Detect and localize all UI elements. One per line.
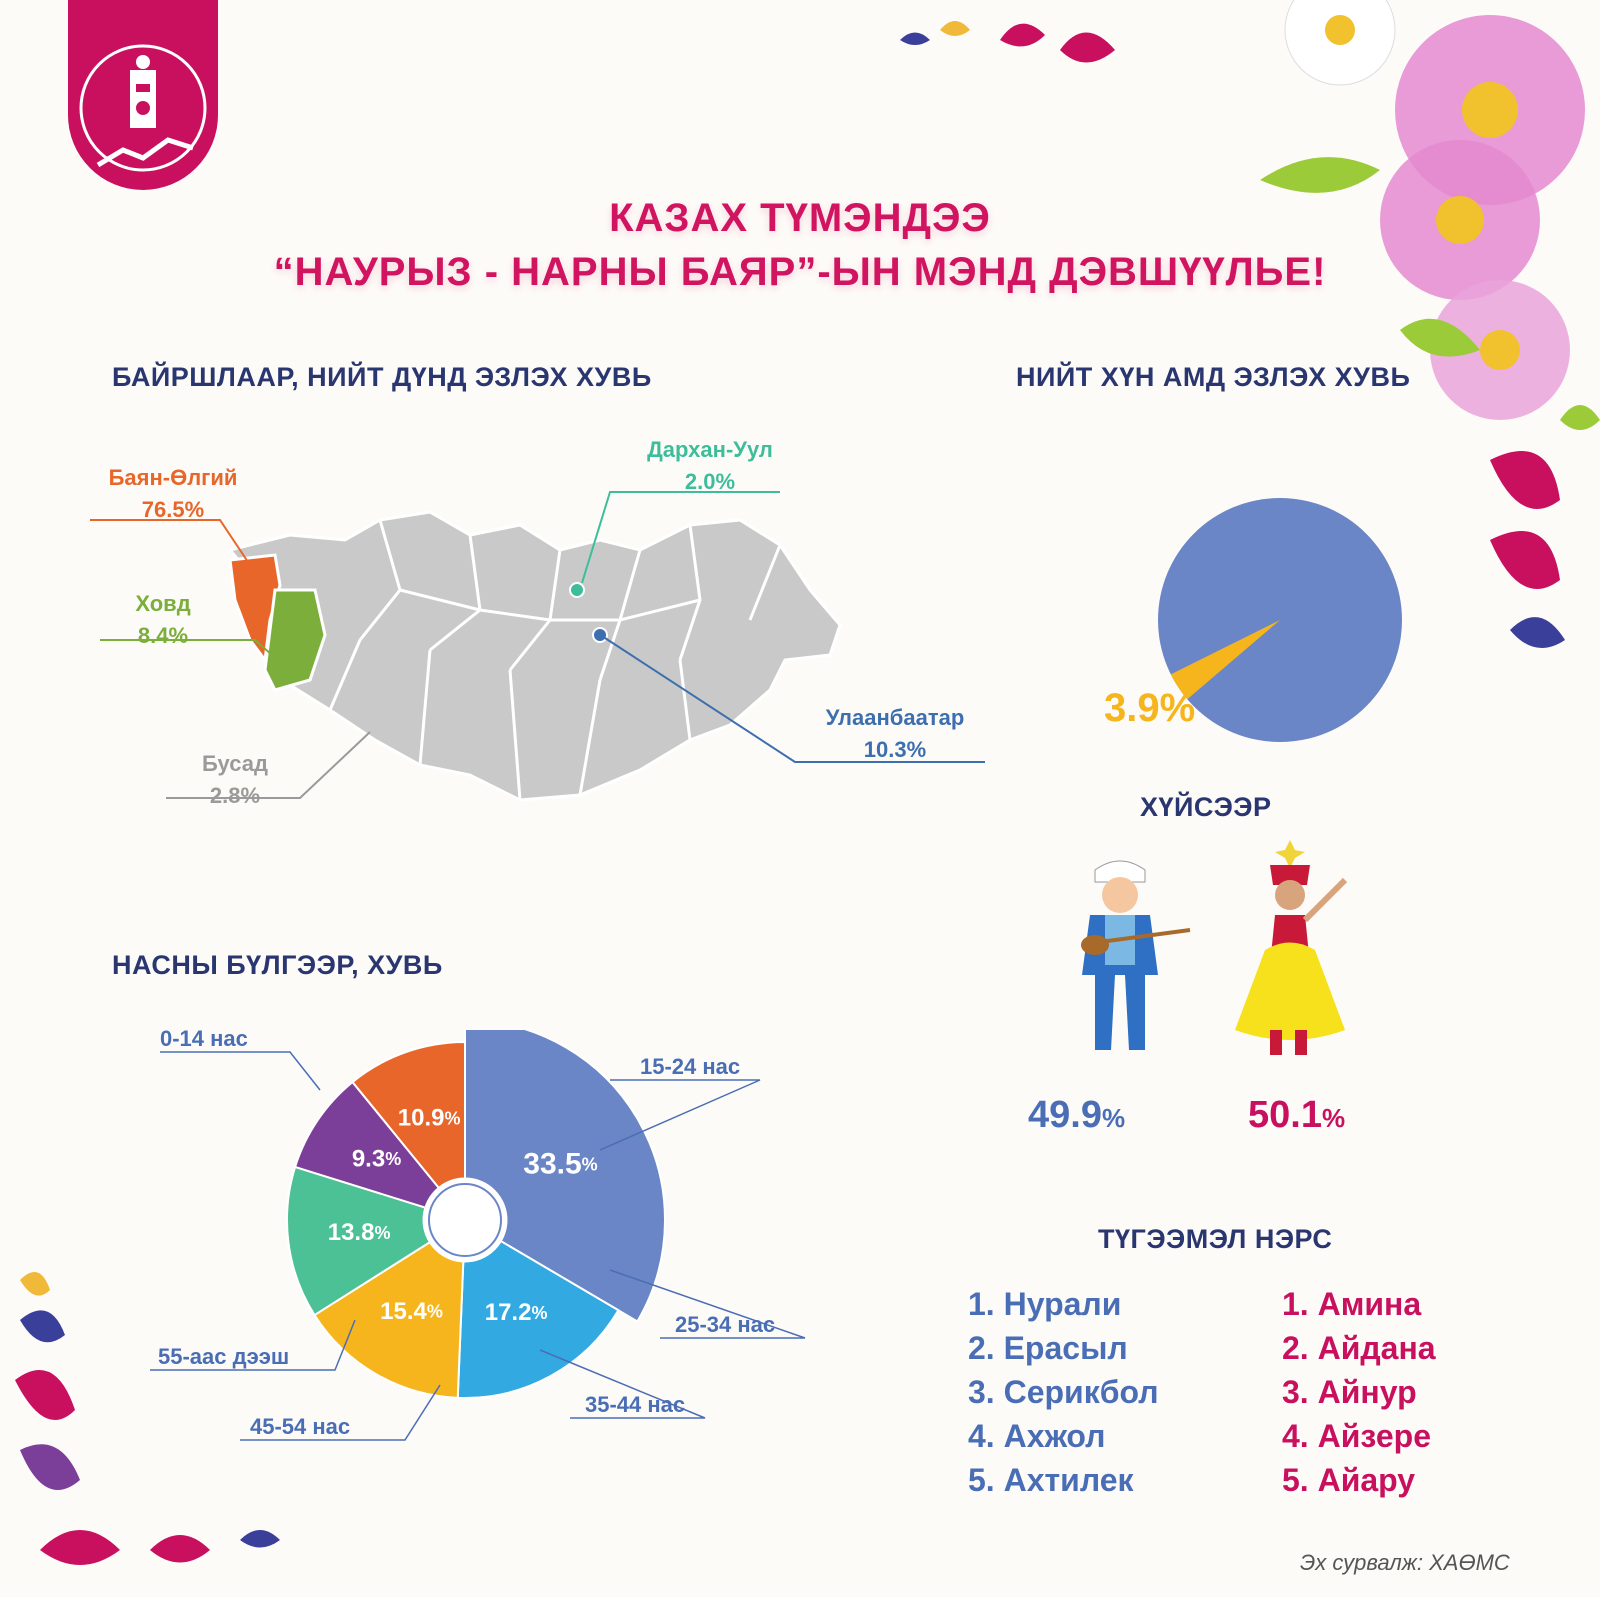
label-ulaanbaatar — [800, 702, 990, 766]
female-percent — [1248, 1094, 1345, 1137]
female-name-item: 3. Айнур — [1282, 1374, 1417, 1410]
kazakh-boy-icon — [1050, 850, 1200, 1060]
female-name-item: 5. Айару — [1282, 1462, 1416, 1498]
gender-title: ХҮЙСЭЭР — [1140, 792, 1272, 822]
population-share-title: НИЙТ ХҮН АМД ЭЗЛЭХ ХУВЬ — [1016, 362, 1411, 392]
male-name-item: 2. Ерасыл — [968, 1330, 1128, 1366]
female-percent-value: 50.1 — [1248, 1094, 1322, 1136]
ornament-top-icon — [900, 21, 1115, 63]
label-bayan-olgii — [88, 462, 258, 526]
age-slice-label: 33.5% — [523, 1147, 598, 1181]
label-darkhan-uul-value: 2.0% — [684, 469, 736, 494]
male-name-item: 4. Ахжол — [968, 1418, 1106, 1454]
label-ulaanbaatar-value: 10.3% — [863, 737, 927, 762]
male-names-list — [968, 1282, 1159, 1502]
label-khovd — [98, 588, 228, 652]
label-other-name: Бусад — [202, 751, 268, 776]
map-region-darkhan-uul — [570, 583, 584, 597]
age-category-label: 35-44 нас — [585, 1391, 686, 1417]
male-percent — [1028, 1094, 1125, 1137]
age-category-label: 25-34 нас — [675, 1311, 776, 1337]
soyombo-logo-icon — [68, 0, 218, 190]
female-names-list — [1282, 1282, 1436, 1502]
male-name-item: 3. Серикбол — [968, 1374, 1159, 1410]
label-darkhan-uul-name: Дархан-Уул — [647, 437, 773, 462]
label-khovd-value: 8.4% — [137, 623, 189, 648]
age-category-label: 0-14 нас — [160, 1030, 248, 1051]
age-category-label: 15-24 нас — [640, 1053, 741, 1079]
male-name-item: 5. Ахтилек — [968, 1462, 1134, 1498]
map-other-regions — [230, 512, 840, 800]
age-pie-chart — [140, 1030, 840, 1490]
ornament-right-icon — [1490, 451, 1565, 648]
female-name-item: 2. Айдана — [1282, 1330, 1436, 1366]
names-title: ТҮГЭЭМЭЛ НЭРС — [1098, 1224, 1333, 1254]
age-slice-label: 15.4% — [380, 1297, 443, 1325]
logo-badge — [68, 0, 218, 190]
map-section-title: БАЙРШЛААР, НИЙТ ДҮНД ЭЗЛЭХ ХУВЬ — [112, 362, 652, 392]
label-bayan-olgii-value: 76.5% — [141, 497, 205, 522]
label-khovd-name: Ховд — [135, 591, 191, 616]
label-ulaanbaatar-name: Улаанбаатар — [825, 705, 965, 730]
label-darkhan-uul — [615, 434, 805, 498]
female-name-item: 1. Амина — [1282, 1286, 1422, 1322]
age-slice-label: 10.9% — [397, 1104, 461, 1132]
age-slice-label: 13.8% — [327, 1219, 391, 1247]
kazakh-girl-icon — [1235, 840, 1375, 1065]
age-slice-label: 17.2% — [484, 1299, 548, 1327]
male-name-item: 1. Нурали — [968, 1286, 1122, 1322]
age-category-label: 55-аас дээш — [158, 1343, 290, 1369]
male-percent-value: 49.9 — [1028, 1094, 1102, 1136]
age-category-label: 45-54 нас — [250, 1413, 351, 1439]
label-bayan-olgii-name: Баян-Өлгий — [108, 465, 238, 490]
female-percent-unit: % — [1321, 1103, 1346, 1133]
label-other — [170, 748, 300, 812]
female-name-item: 4. Айзере — [1282, 1418, 1431, 1454]
age-section-title: НАСНЫ БҮЛГЭЭР, ХУВЬ — [112, 950, 443, 980]
age-donut-ring — [429, 1184, 501, 1256]
map-region-ulaanbaatar — [593, 628, 607, 642]
male-percent-unit: % — [1101, 1103, 1126, 1133]
population-share-label: 3.9% — [1104, 686, 1196, 730]
title-line-2: “НАУРЫЗ - НАРНЫ БАЯР”-ЫН МЭНД ДЭВШҮҮЛЬЕ! — [273, 250, 1327, 294]
age-callout-line — [160, 1052, 320, 1090]
title-line-1: КАЗАХ ТҮМЭНДЭЭ — [609, 196, 991, 240]
label-other-value: 2.8% — [209, 783, 261, 808]
source-note: Эх сурвалж: ХАӨМС — [1300, 1550, 1510, 1575]
age-slice-label: 9.3% — [351, 1145, 402, 1173]
